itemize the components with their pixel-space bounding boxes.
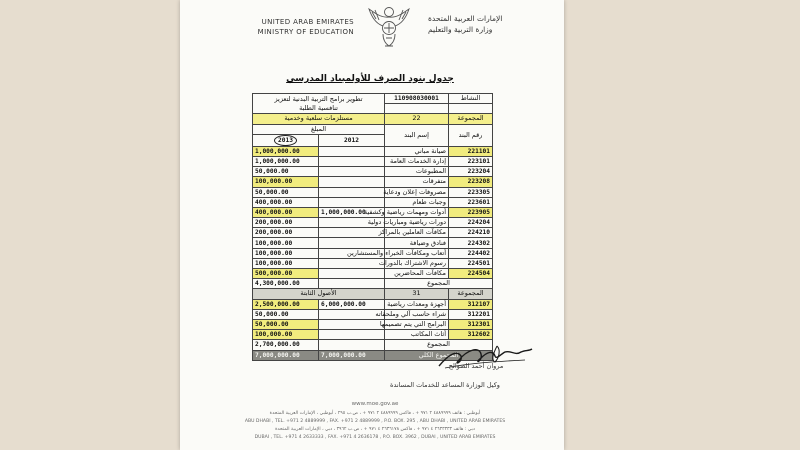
amount-2012-cell (319, 269, 385, 279)
subtotal1-label: المجموع (385, 279, 493, 289)
year-2012-header: 2012 (319, 134, 385, 146)
country-name-en: UNITED ARAB EMIRATES (261, 18, 354, 26)
item-code-cell: 224210 (449, 228, 493, 238)
item-code-cell: 223204 (449, 167, 493, 177)
item-code-cell: 312201 (449, 309, 493, 319)
amount-2012-cell (319, 330, 385, 340)
table-row (253, 156, 493, 166)
amount-2013-cell: 50,000.00 (253, 187, 319, 197)
empty-cell (319, 340, 385, 350)
table-row (253, 258, 493, 268)
amount-2012-cell (319, 258, 385, 268)
amount-2013-cell: 200,000.00 (253, 218, 319, 228)
ministry-name-en: MINISTRY OF EDUCATION (257, 28, 354, 36)
footer-line-dubai-en: DUBAI , TEL. +971 4 2633333 , FAX. +971 4 2636178 , P.O. BOX. 3962 , DUBAI , UNITED ARAB EMIRATES (254, 435, 496, 440)
item-code-cell: 312301 (449, 319, 493, 329)
table-row (253, 207, 493, 217)
amount-2013-cell: 100,000.00 (253, 248, 319, 258)
group2-label: المجموعة (449, 289, 493, 299)
amount-2012-cell (319, 156, 385, 166)
item-name-cell: مصروفات إعلان ودعاية (385, 187, 449, 197)
empty-cell (449, 104, 493, 114)
item-name-cell: أدوات ومهمات رياضية وكشفية (385, 207, 449, 217)
table-row (253, 218, 493, 228)
table-row (253, 299, 493, 309)
table-row (253, 309, 493, 319)
group2-code: 31 (385, 289, 449, 299)
group2-name: الأصول الثابتة (253, 289, 385, 299)
amount-2012-cell (319, 238, 385, 248)
signatory-role: وكيل الوزارة المساعد للخدمات المساندة (390, 381, 500, 389)
grand-total-2013: 7,000,000.00 (253, 350, 319, 360)
arabic-header (428, 13, 548, 35)
ministry-name-ar: وزارة التربية والتعليم (428, 25, 493, 34)
table-row (253, 269, 493, 279)
document-page (180, 0, 564, 450)
year-2013-header (253, 134, 319, 146)
activity-code: 110908030001 (385, 94, 449, 104)
year-2013-circled: 2013 (274, 135, 297, 146)
amount-2012-cell (319, 146, 385, 156)
table-row (253, 177, 493, 187)
document-title: جدول بنود الصرف للأولمبياد المدرسي (286, 74, 454, 84)
item-name-cell: دورات رياضية ومباريات دولية (385, 218, 449, 228)
item-name-cell: المطبوعات (385, 167, 449, 177)
table-row (253, 197, 493, 207)
grand-total-2012: 7,000,000.00 (319, 350, 385, 360)
subtotal-row (253, 279, 493, 289)
footer-website: www.moe.gov.ae (351, 401, 399, 407)
activity-label: النشاط (449, 94, 493, 104)
item-code-cell: 224504 (449, 269, 493, 279)
table-row (253, 228, 493, 238)
subtotal2-2013: 2,700,000.00 (253, 340, 319, 350)
item-name-cell: متفرقات (385, 177, 449, 187)
amount-2013-cell: 1,000,000.00 (253, 146, 319, 156)
page-footer (210, 400, 540, 442)
item-code-cell: 312602 (449, 330, 493, 340)
item-code-cell: 223208 (449, 177, 493, 187)
uae-emblem-icon (364, 3, 414, 49)
group1-name: مستلزمات سلعية وخدمية (253, 114, 385, 124)
item-name-cell: أتعاب ومكافآت الخبراء والمستشارين (385, 248, 449, 258)
item-name-cell: أثاث المكاتب (385, 330, 449, 340)
item-name-cell: أجهزة ومعدات رياضية (385, 299, 449, 309)
country-name-ar: الإمارات العربية المتحدة (428, 14, 503, 23)
table-row (253, 319, 493, 329)
signatory-name: مروان أحمد الصوالح (448, 362, 504, 370)
column-header-row (253, 124, 493, 134)
subtotal2-label: المجموع (385, 340, 493, 350)
item-name-cell: مكافآت العاملين بالمراكز (385, 228, 449, 238)
amount-2013-cell: 100,000.00 (253, 330, 319, 340)
table-row (253, 248, 493, 258)
amount-2012-cell: 1,000,000.00 (319, 207, 385, 217)
item-code-cell: 223905 (449, 207, 493, 217)
item-code-cell: 223601 (449, 197, 493, 207)
item-code-cell: 224204 (449, 218, 493, 228)
activity-name-line1: تطوير برامج التربية البدنية لتعزيز (274, 94, 363, 103)
amount-2013-cell: 1,000,000.00 (253, 156, 319, 166)
group1-code: 22 (385, 114, 449, 124)
item-name-cell: شراء حاسب آلي وملحقاته (385, 309, 449, 319)
amount-2012-cell (319, 228, 385, 238)
group2-row (253, 289, 493, 299)
amount-2012-cell (319, 319, 385, 329)
footer-line-dubai-ar: دبي : هاتف ٢٦٣٣٣٣٣ ٤ ٩٧١ + ، فاكس ٢٦٣٦١٧٨ ٤ ٩٧١ + ، ص.ب ٣٩٦٢ ، دبي ، الإمارات العربية المتحدة (275, 427, 475, 432)
item-code-cell: 224501 (449, 258, 493, 268)
amount-2013-cell: 50,000.00 (253, 319, 319, 329)
item-name-cell: مكافآت المحاضرين (385, 269, 449, 279)
item-code-cell: 312107 (449, 299, 493, 309)
amount-2012-cell (319, 167, 385, 177)
item-name-cell: رسوم الاشتراك بالدورات (385, 258, 449, 268)
item-name-cell: البرامج التي يتم تصميمها (385, 319, 449, 329)
item-code-cell: 223305 (449, 187, 493, 197)
table-row (253, 167, 493, 177)
item-name-cell: وجبات طعام (385, 197, 449, 207)
amount-2013-cell: 200,000.00 (253, 228, 319, 238)
footer-line-abudhabi-ar: أبوظبي : هاتف ٤٨٨٩٩٩٩ ٢ ٩٧١ + ، فاكس ٤٨٨٩٩٩٩ ٢ ٩٧١ + ، ص.ب ٢٩٥ ، أبوظبي ، الإمارات العربية المتحدة (269, 411, 481, 416)
amount-2013-cell: 500,000.00 (253, 269, 319, 279)
activity-name-cell (253, 94, 385, 114)
item-code-header: رقم البند (449, 124, 493, 146)
amount-2013-cell: 100,000.00 (253, 258, 319, 268)
empty-cell (385, 104, 449, 114)
footer-line-abudhabi-en: ABU DHABI , TEL. +971 2 4889999 , FAX. +971 2 4889999 , P.O. BOX. 295 , ABU DHABI , UNITED ARAB EMIRATES (244, 419, 506, 424)
table-row (253, 238, 493, 248)
amount-2012-cell (319, 177, 385, 187)
amount-2013-cell: 2,500,000.00 (253, 299, 319, 309)
amount-2013-cell: 100,000.00 (253, 238, 319, 248)
subtotal1-2013: 4,300,000.00 (253, 279, 319, 289)
english-header (180, 17, 354, 37)
table-row (253, 330, 493, 340)
amount-2013-cell: 50,000.00 (253, 167, 319, 177)
table-row (253, 187, 493, 197)
item-code-cell: 224302 (449, 238, 493, 248)
item-name-header: إسم البند (385, 124, 449, 146)
group1-row (253, 114, 493, 124)
amount-2013-cell: 400,000.00 (253, 207, 319, 217)
activity-name-line2: تنافسية الطلبة (299, 103, 338, 112)
item-name-cell: إدارة الخدمات العامة (385, 156, 449, 166)
amount-2013-cell: 400,000.00 (253, 197, 319, 207)
amount-header: المبلغ (253, 124, 385, 134)
group1-label: المجموعة (449, 114, 493, 124)
item-name-cell: فنادق وضيافة (385, 238, 449, 248)
item-code-cell: 224402 (449, 248, 493, 258)
expense-table (252, 93, 493, 361)
item-code-cell: 221101 (449, 146, 493, 156)
amount-2013-cell: 50,000.00 (253, 309, 319, 319)
amount-2012-cell (319, 187, 385, 197)
activity-row (253, 94, 493, 104)
amount-2013-cell: 100,000.00 (253, 177, 319, 187)
empty-cell (319, 279, 385, 289)
grand-total-label: المجموع الكلي (385, 350, 493, 360)
item-code-cell: 223101 (449, 156, 493, 166)
amount-2012-cell (319, 197, 385, 207)
table-row (253, 146, 493, 156)
amount-2012-cell: 6,000,000.00 (319, 299, 385, 309)
item-name-cell: صيانة مباني (385, 146, 449, 156)
